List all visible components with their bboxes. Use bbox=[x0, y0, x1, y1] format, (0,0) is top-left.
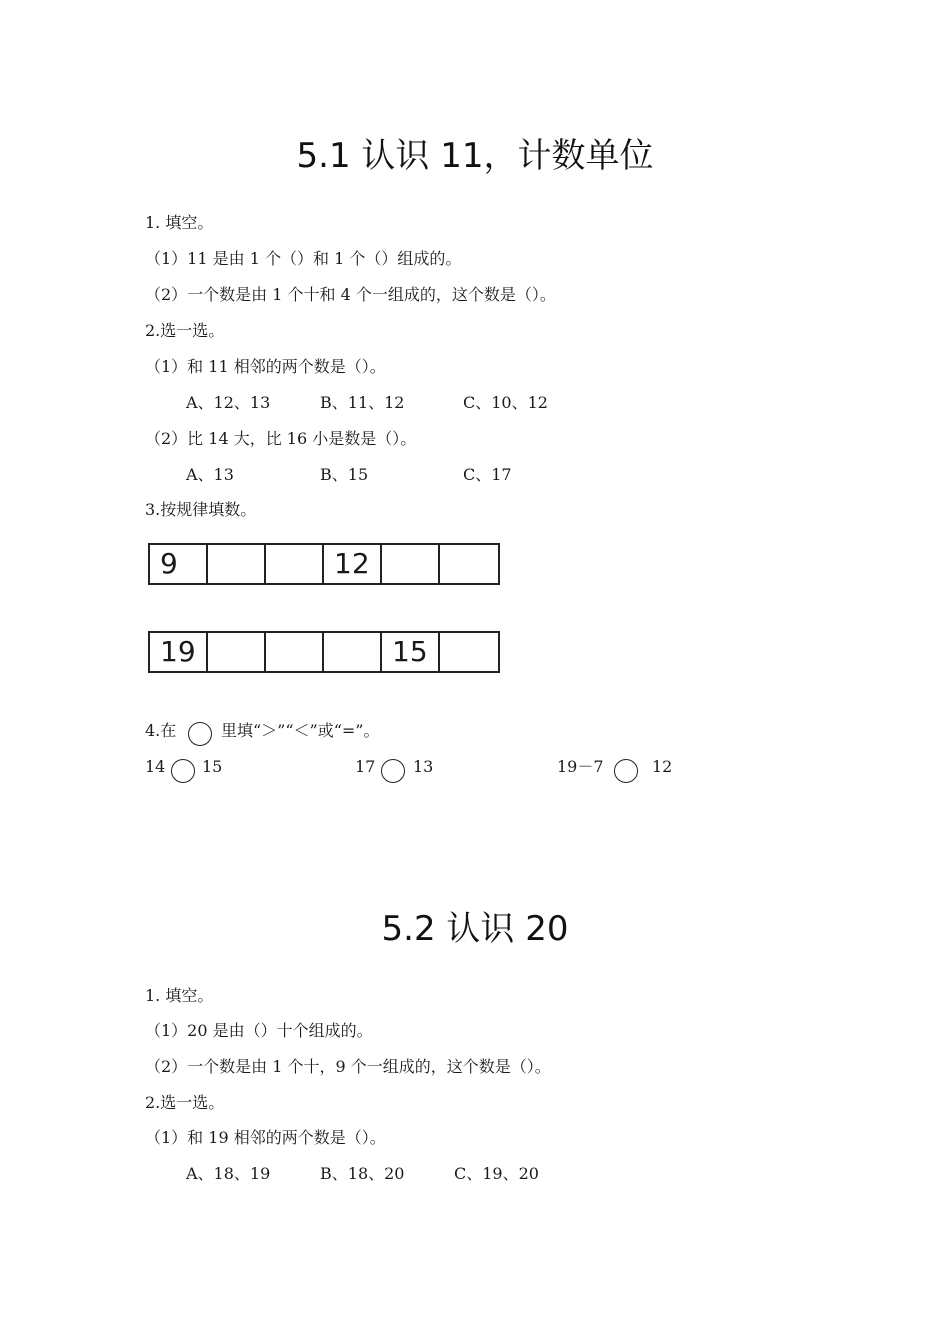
comparison-1-left: 14 bbox=[145, 757, 166, 776]
s1-q2-sub1-question: （1）和 11 相邻的两个数是（）。 bbox=[145, 357, 386, 376]
section2-title: 5.2 认识 20 bbox=[381, 909, 569, 949]
s2-q2-sub1-option-a: A、18、19 bbox=[186, 1164, 271, 1183]
s1-q3-heading: 3.按规律填数。 bbox=[145, 500, 257, 519]
s1-q2-sub2-option-b: B、15 bbox=[320, 465, 369, 484]
s1-q4-heading-pre: 4.在 bbox=[145, 721, 177, 740]
section1-title: 5.1 认识 11，计数单位 bbox=[296, 136, 654, 176]
pattern-cell: 9 bbox=[150, 545, 208, 583]
s2-q2-sub1-question: （1）和 19 相邻的两个数是（）。 bbox=[145, 1128, 386, 1147]
pattern-cell[interactable] bbox=[266, 633, 324, 671]
s1-q2-heading: 2.选一选。 bbox=[145, 321, 225, 340]
comparison-2-left: 17 bbox=[355, 757, 376, 776]
pattern-cell[interactable] bbox=[266, 545, 324, 583]
s1-q2-sub2-option-c: C、17 bbox=[463, 465, 512, 484]
s2-q1-heading: 1. 填空。 bbox=[145, 986, 214, 1005]
number-pattern-row-2 bbox=[148, 631, 500, 673]
comparison-1-circle[interactable] bbox=[171, 759, 195, 783]
s2-q1-item-2: （2）一个数是由 1 个十，9 个一组成的，这个数是（）。 bbox=[145, 1057, 551, 1076]
pattern-cell[interactable] bbox=[208, 633, 266, 671]
pattern-cell[interactable] bbox=[440, 633, 498, 671]
s1-q1-heading: 1. 填空。 bbox=[145, 213, 214, 232]
pattern-cell[interactable] bbox=[208, 545, 266, 583]
s1-q2-sub1-option-b: B、11、12 bbox=[320, 393, 405, 412]
comparison-1-right: 15 bbox=[202, 757, 223, 776]
number-pattern-row-1 bbox=[148, 543, 500, 585]
pattern-cell[interactable] bbox=[324, 633, 382, 671]
s1-q2-sub1-option-c: C、10、12 bbox=[463, 393, 548, 412]
pattern-cell[interactable] bbox=[382, 545, 440, 583]
pattern-cell[interactable] bbox=[440, 545, 498, 583]
s2-q2-sub1-option-c: C、19、20 bbox=[454, 1164, 539, 1183]
s2-q1-item-1: （1）20 是由（）十个组成的。 bbox=[145, 1021, 373, 1040]
s1-q1-item-1: （1）11 是由 1 个（）和 1 个（）组成的。 bbox=[145, 249, 462, 268]
s1-q2-sub2-question: （2）比 14 大，比 16 小是数是（）。 bbox=[145, 429, 417, 448]
pattern-cell: 15 bbox=[382, 633, 440, 671]
comparison-circle-icon bbox=[188, 722, 212, 746]
s2-q2-sub1-option-b: B、18、20 bbox=[320, 1164, 405, 1183]
s1-q4-heading-post: 里填“＞”“＜”或“=”。 bbox=[221, 721, 380, 740]
comparison-2-circle[interactable] bbox=[381, 759, 405, 783]
pattern-cell: 19 bbox=[150, 633, 208, 671]
pattern-cell: 12 bbox=[324, 545, 382, 583]
s1-q2-sub2-option-a: A、13 bbox=[186, 465, 234, 484]
comparison-3-left: 19－7 bbox=[557, 757, 604, 776]
comparison-3-circle[interactable] bbox=[614, 759, 638, 783]
s1-q2-sub1-option-a: A、12、13 bbox=[186, 393, 271, 412]
s2-q2-heading: 2.选一选。 bbox=[145, 1093, 225, 1112]
comparison-2-right: 13 bbox=[413, 757, 434, 776]
s1-q1-item-2: （2）一个数是由 1 个十和 4 个一组成的，这个数是（）。 bbox=[145, 285, 556, 304]
comparison-3-right: 12 bbox=[652, 757, 673, 776]
